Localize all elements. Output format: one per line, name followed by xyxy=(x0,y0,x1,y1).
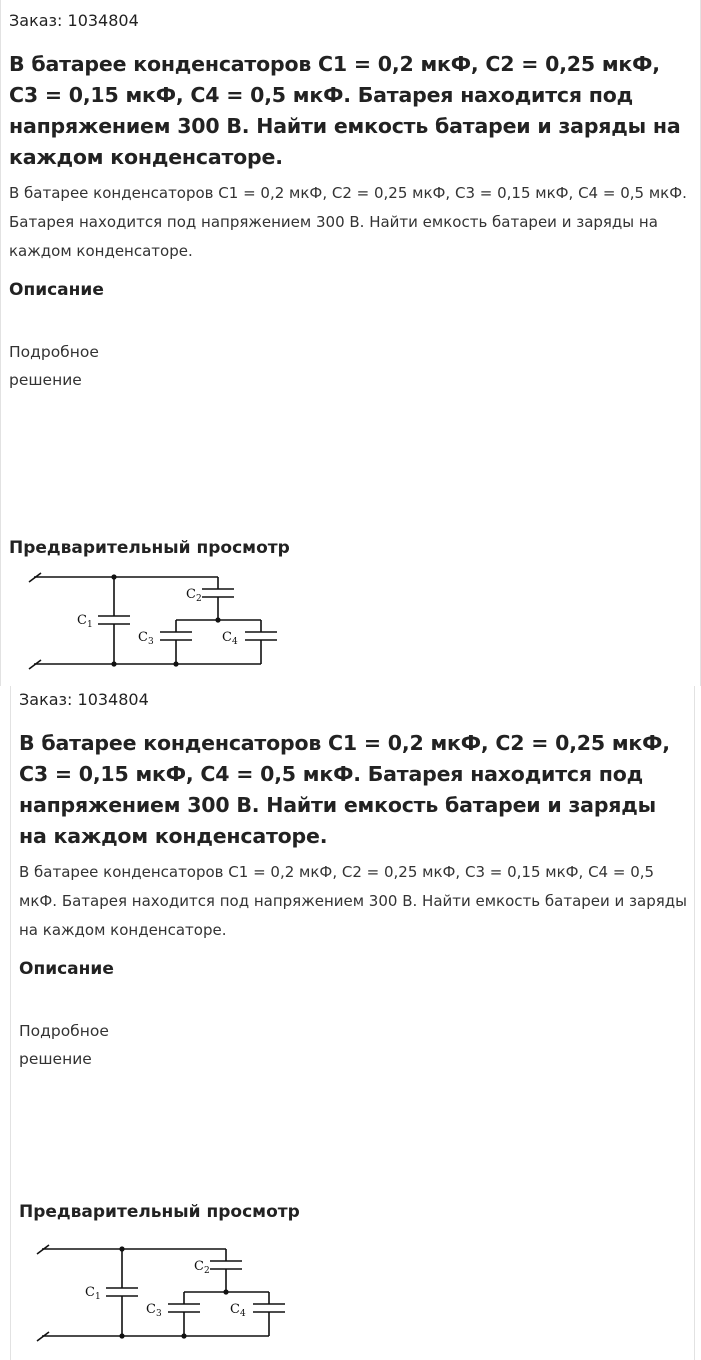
preview-heading: Предварительный просмотр xyxy=(9,538,290,558)
preview-heading: Предварительный просмотр xyxy=(19,1202,300,1222)
c2-label: $C_2$ xyxy=(194,1259,210,1276)
c4-label: $C_4$ xyxy=(230,1302,246,1319)
description-heading: Описание xyxy=(9,280,104,300)
task-panel-2 xyxy=(10,686,695,1360)
circuit-svg xyxy=(26,564,286,672)
c3-label: $C_3$ xyxy=(138,630,154,647)
circuit-diagram xyxy=(26,564,286,676)
task-title: В батарее конденсаторов С1 = 0,2 мкФ, С2 = 0,25 мкФ, С3 = 0,15 мкФ, С4 = 0,5 мкФ. Батарея находится под напряжением 300 В. Найти емкость батареи и заряды на каждом конденсаторе. xyxy=(19,731,670,848)
order-number: Заказ: 1034804 xyxy=(19,690,149,709)
detail-solution-text: Подробное решение xyxy=(9,343,99,389)
c4-label: $C_4$ xyxy=(222,630,238,647)
task-title: В батарее конденсаторов С1 = 0,2 мкФ, С2 = 0,25 мкФ, С3 = 0,15 мкФ, С4 = 0,5 мкФ. Батарея находится под напряжением 300 В. Найти емкость батареи и заряды на каждом конденсаторе. xyxy=(9,52,681,169)
c1-label: $C_1$ xyxy=(85,1285,101,1302)
circuit-diagram xyxy=(34,1236,294,1348)
c1-label: $C_1$ xyxy=(77,613,93,630)
order-number: Заказ: 1034804 xyxy=(9,11,139,30)
c3-label: $C_3$ xyxy=(146,1302,162,1319)
task-description: В батарее конденсаторов С1 = 0,2 мкФ, С2 = 0,25 мкФ, С3 = 0,15 мкФ, С4 = 0,5 мкФ. Батарея находится под напряжением 300 В. Найти емкость батареи и заряды на каждом конденсаторе. xyxy=(19,863,687,939)
description-heading: Описание xyxy=(19,959,114,979)
detail-solution-text: Подробное решение xyxy=(19,1022,109,1068)
circuit-svg xyxy=(34,1236,294,1344)
c2-label: $C_2$ xyxy=(186,587,202,604)
task-description: В батарее конденсаторов С1 = 0,2 мкФ, С2 = 0,25 мкФ, С3 = 0,15 мкФ, С4 = 0,5 мкФ. Батарея находится под напряжением 300 В. Найти емкость батареи и заряды на каждом конденсаторе. xyxy=(9,184,687,260)
